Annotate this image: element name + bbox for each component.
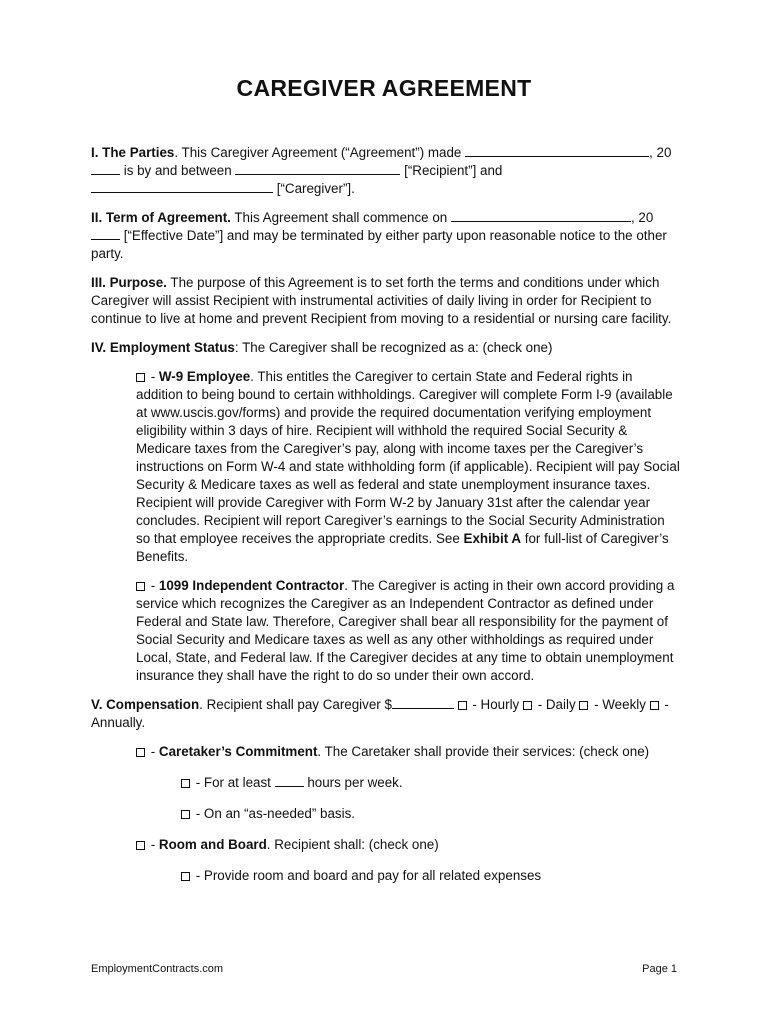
provide-room-checkbox[interactable] (181, 872, 190, 881)
hours-checkbox[interactable] (181, 779, 190, 788)
hours-option (181, 774, 681, 792)
parties-section (91, 144, 681, 198)
hours-field[interactable] (275, 775, 304, 787)
commitment-prefix: - (147, 744, 159, 759)
parties-text-1: . This Caregiver Agreement (“Agreement”) made (174, 145, 466, 160)
contractor-text: . The Caregiver is acting in their own accord providing a service which recognizes the Caregiver as an Independent Contractor as defined under Federal and State law. Therefore, Caregiver shall bear all responsibility for the payment of Social Security and Medicare taxes as well as any other withholdings as required under Local, State, and Federal law. If the Caregiver decides at any time to obtain unemployment insurance they shall have the right to do so under their own accord. (136, 578, 675, 683)
document-title: CAREGIVER AGREEMENT (236, 75, 532, 101)
provide-room-text: - Provide room and board and pay for all related expenses (192, 868, 542, 883)
provide-room-option (181, 867, 681, 885)
room-board-text: . Recipient shall: (check one) (266, 837, 439, 852)
w9-heading: W-9 Employee (158, 369, 251, 384)
purpose-text: The purpose of this Agreement is to set forth the terms and conditions under which Caregiver will assist Recipient with instrumental activities of daily living in order for Recipient to continue to live at home and prevent Recipient from moving to a residential or nursing care facility. (91, 275, 672, 326)
employment-section (91, 339, 681, 357)
room-board-checkbox[interactable] (136, 841, 145, 850)
daily-label: - Daily (533, 697, 580, 712)
annually-checkbox[interactable] (650, 701, 659, 710)
exhibit-a-label: Exhibit A (463, 531, 522, 546)
weekly-checkbox[interactable] (579, 701, 588, 710)
agreement-year-field[interactable] (91, 163, 120, 175)
room-board-heading: Room and Board (158, 837, 267, 852)
term-heading: II. Term of Agreement. (91, 210, 231, 225)
annually-label: - Annually. (91, 697, 669, 730)
term-section (91, 209, 681, 263)
hours-text-2: hours per week. (303, 775, 403, 790)
commitment-option (136, 743, 681, 761)
parties-text-2: , 20 (649, 145, 672, 160)
parties-heading: I. The Parties (91, 145, 175, 160)
document-body (91, 144, 681, 896)
purpose-section (91, 274, 681, 328)
contractor-option (136, 577, 681, 685)
page-number: Page 1 (642, 963, 677, 975)
w9-prefix: - (147, 369, 159, 384)
employment-text: : The Caregiver shall be recognized as a: (check one) (234, 340, 553, 355)
room-board-option (136, 836, 681, 854)
page-footer (91, 963, 677, 975)
term-text-2: , 20 (630, 210, 654, 225)
compensation-section (91, 696, 681, 732)
pay-amount-field[interactable] (392, 697, 454, 709)
purpose-heading: III. Purpose. (91, 275, 167, 290)
contractor-checkbox[interactable] (136, 582, 145, 591)
caregiver-name-field[interactable] (91, 181, 273, 193)
daily-checkbox[interactable] (523, 701, 532, 710)
commence-year-field[interactable] (91, 228, 120, 240)
as-needed-text: - On an “as-needed” basis. (192, 806, 356, 821)
hourly-checkbox[interactable] (458, 701, 467, 710)
footer-site: EmploymentContracts.com (91, 963, 224, 975)
w9-text-2: for full-list of Caregiver’s Benefits. (136, 531, 669, 564)
as-needed-option (181, 805, 681, 823)
commitment-text: . The Caretaker shall provide their services: (check one) (317, 744, 650, 759)
room-board-prefix: - (147, 837, 159, 852)
w9-option (136, 368, 681, 566)
term-text-3: [“Effective Date”] and may be terminated by either party upon reasonable notice to the other party. (91, 228, 667, 261)
contractor-heading: 1099 Independent Contractor (158, 578, 345, 593)
parties-text-5: [“Caregiver”]. (273, 181, 355, 196)
compensation-heading: V. Compensation (91, 697, 200, 712)
employment-heading: IV. Employment Status (91, 340, 235, 355)
weekly-label: - Weekly (590, 697, 650, 712)
parties-text-4: [“Recipient”] and (400, 163, 503, 178)
hourly-label: - Hourly (468, 697, 523, 712)
parties-text-3: is by and between (120, 163, 236, 178)
commitment-checkbox[interactable] (136, 748, 145, 757)
term-text-1: This Agreement shall commence on (230, 210, 451, 225)
commence-date-field[interactable] (451, 210, 631, 222)
as-needed-checkbox[interactable] (181, 810, 190, 819)
commitment-heading: Caretaker’s Commitment (158, 744, 318, 759)
w9-checkbox[interactable] (136, 373, 145, 382)
agreement-date-field[interactable] (465, 145, 649, 157)
hours-text-1: - For at least (192, 775, 275, 790)
recipient-name-field[interactable] (235, 163, 400, 175)
compensation-text: . Recipient shall pay Caregiver $ (199, 697, 392, 712)
w9-text-1: . This entitles the Caregiver to certain State and Federal rights in addition to being bound to certain withholdings. Caregiver will complete Form I-9 (available at www.uscis.gov/forms) and provide the required documentation verifying employment eligibility within 3 days of hire. Recipient will withhold the required Social Security & Medicare taxes from the Caregiver’s pay, along with income taxes per the Caregiver’s instructions on Form W-4 and state withholding form (if applicable). Recipient will pay Social Security & Medicare taxes as well as federal and state unemployment insurance taxes. Recipient will provide Caregiver with Form W-2 by January 31st after the calendar year concludes. Recipient will report Caregiver’s earnings to the Social Security Administration so that employee receives the appropriate credits. See (136, 369, 680, 546)
contractor-prefix: - (147, 578, 159, 593)
